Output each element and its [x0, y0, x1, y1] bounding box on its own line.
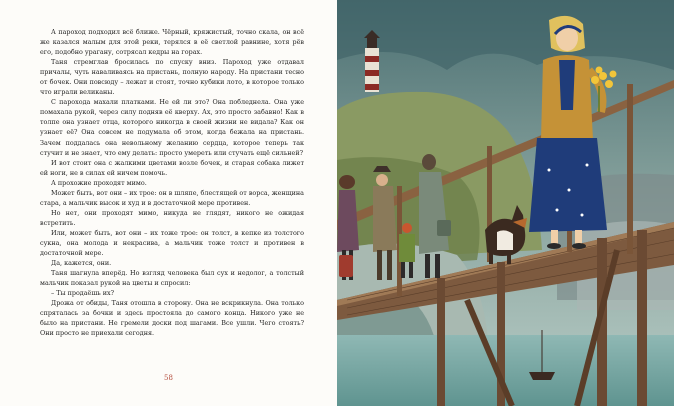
paragraph: Дрожа от обиды, Таня отошла в сторону. Она не вскрикнула. Она только спряталась за бочки и здесь простояла до самого конца. Никого уже не было на пристани. Не гремели доски под шагами. Все ушли. Чего стоять? Они просто не приехали сегодня.	[40, 299, 304, 338]
illustration	[337, 0, 674, 406]
page-number: 58	[164, 374, 173, 382]
paragraph: С парохода махали платками. Не ей ли это? Она побледнела. Она уже помахала рукой, через силу подняв её кверху. Ах, это просто забавно! Как в толпе она узнает отца, которого никогда в своей жизни не видала? Как он узнает её? Она совсем не подумала об этом, когда бежала на пристань. Зачем поддалась она невольному желанию сердца, которое теперь так стучит и не знает, что ему делать: просто умереть или стучать ещё сильней?	[40, 98, 304, 157]
paragraph: Да, кажется, они.	[51, 259, 112, 268]
paragraph: И вот стоит она с жалкими цветами возле бочек, и старая собака лижет ей ноги, не в силах ей ничем помочь.	[40, 158, 304, 177]
paragraph: Но нет, они проходят мимо, никуда не глядят, никого не ожидая встретить.	[40, 208, 304, 227]
paragraph: – Ты продаёшь их?	[51, 289, 115, 298]
paragraph: Таня стремглав бросилась по спуску вниз. Пароход уже отдавал причалы, чуть наваливаясь на пристань, полную народу. На пристани тесно от бочек. Они повсюду – лежат и стоят, точно кубики лото, в которое только что играли великаны.	[40, 58, 304, 97]
paragraph: Может быть, вот они – их трое: он в шляпе, блестящей от ворса, женщина стара, а мальчик высок и худ и в достаточной мере противен.	[40, 188, 304, 207]
text-column	[40, 27, 304, 338]
paragraph: Или, может быть, вот они – их тоже трое: он толст, в кепке из толстого сукна, она молода и некрасива, а мальчик тоже толст и противен в достаточной мере.	[40, 228, 304, 258]
paragraph: А пароход подходил всё ближе. Чёрный, кряжистый, точно скала, он всё же казался малым для этой реки, терялся в её светлой равнине, хотя рёв его, подобно урагану, сотрясал кедры на горах.	[40, 28, 304, 57]
paragraph: А прохожие проходят мимо.	[51, 178, 147, 187]
paragraph: Таня шагнула вперёд. Но взгляд человека был сух и недолог, а толстый мальчик показал рукой на цветы и спросил:	[40, 269, 304, 288]
